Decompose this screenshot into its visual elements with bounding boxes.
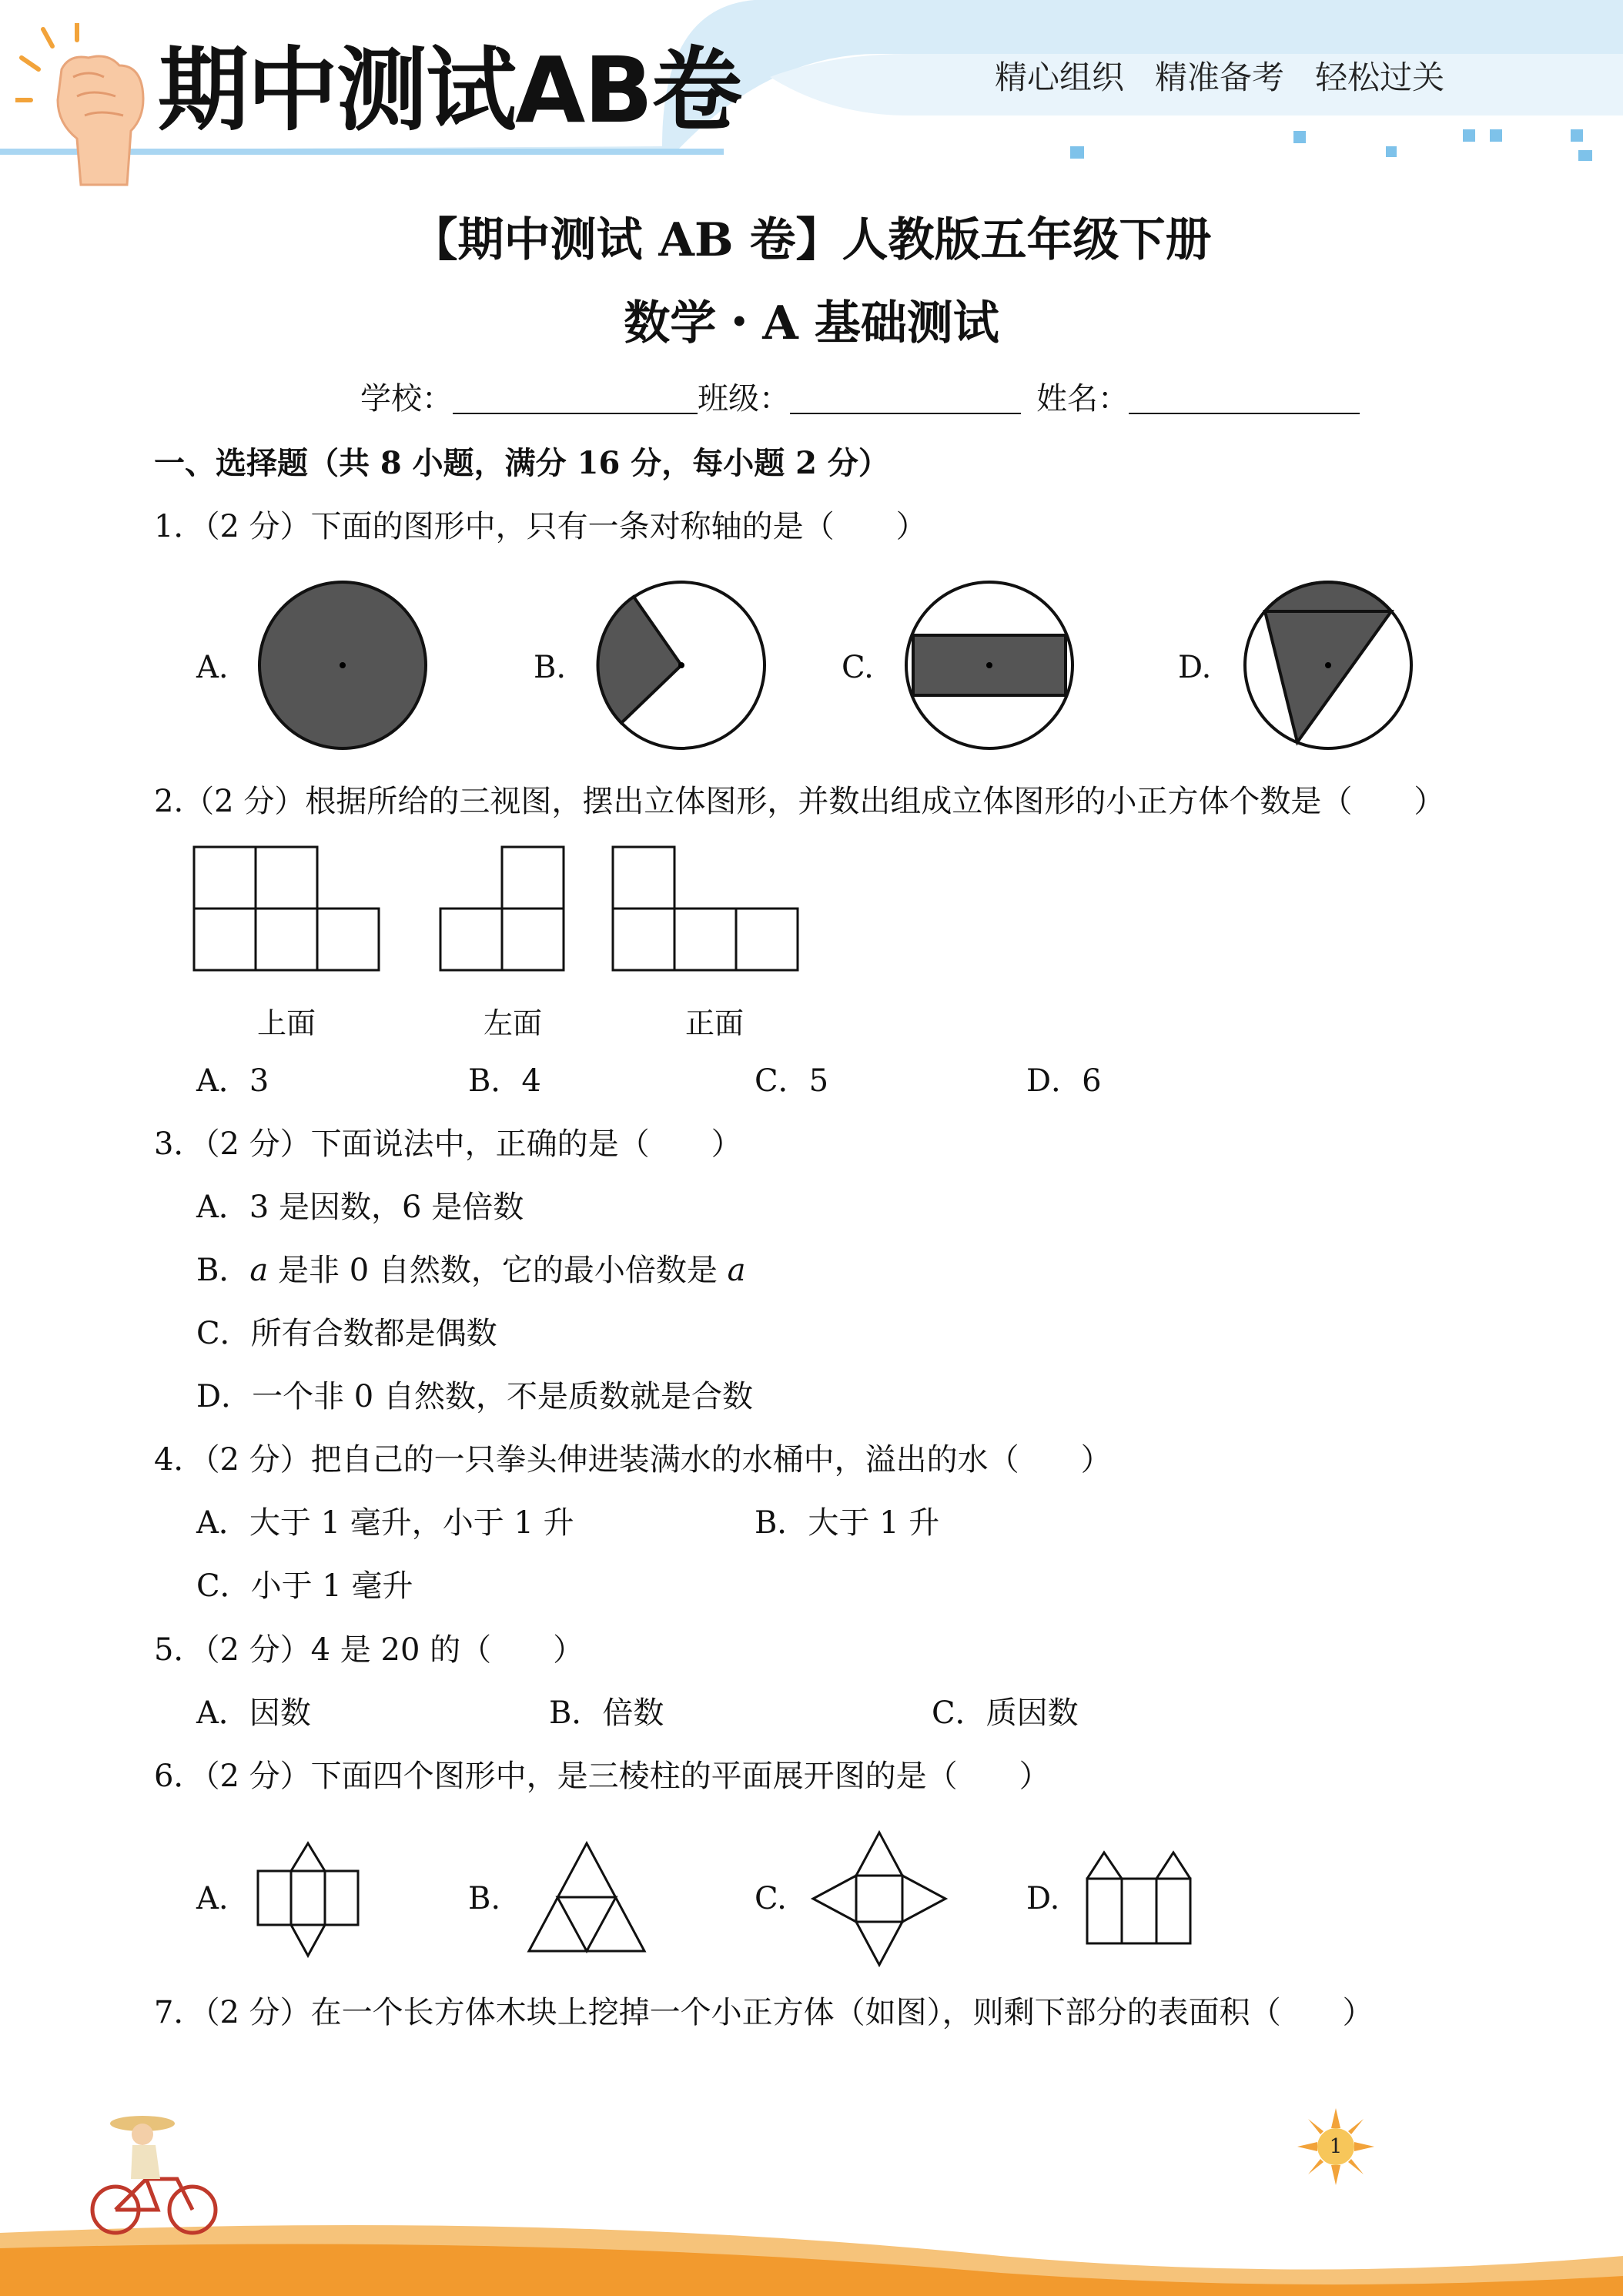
q1-figure-a-full-circle[interactable] xyxy=(254,581,431,758)
question-1: 1．（2 分）下面的图形中，只有一条对称轴的是（ ） xyxy=(154,509,927,544)
q2-option-c[interactable]: C．5 xyxy=(755,1063,829,1099)
question-2: 2.（2 分）根据所给的三视图，摆出立体图形，并数出组成立体图形的小正方体个数是（ ） xyxy=(154,784,1445,819)
q5-option-a[interactable]: A．因数 xyxy=(196,1695,311,1731)
q3-option-a[interactable]: A．3 是因数，6 是倍数 xyxy=(196,1190,524,1225)
q1-figure-b-sector-circle[interactable] xyxy=(593,581,770,758)
q3-option-d[interactable]: D．一个非 0 自然数，不是质数就是合数 xyxy=(196,1379,753,1414)
question-6: 6．（2 分）下面四个图形中，是三棱柱的平面展开图的是（ ） xyxy=(154,1759,1050,1794)
question-7: 7．（2 分）在一个长方体木块上挖掉一个小正方体（如图），则剩下部分的表面积（ ） xyxy=(154,1995,1374,2030)
q4-option-a[interactable]: A．大于 1 毫升，小于 1 升 xyxy=(196,1505,574,1541)
q2-front-view xyxy=(611,845,805,975)
q2-option-b[interactable]: B．4 xyxy=(468,1063,541,1099)
page-number: 1 xyxy=(1329,2135,1343,2158)
q2-view-label-top: 上面 xyxy=(257,1006,316,1040)
q2-left-view xyxy=(439,845,571,975)
q1-figure-d-triangle-circle[interactable] xyxy=(1240,581,1417,758)
student-info xyxy=(360,381,1360,417)
question-3: 3．（2 分）下面说法中，正确的是（ ） xyxy=(154,1126,742,1162)
cyclist-icon xyxy=(85,2110,223,2241)
q3-var-a-2: a xyxy=(727,1253,746,1288)
q2-option-a[interactable]: A．3 xyxy=(196,1063,269,1099)
q1-figure-c-rectangle-circle[interactable] xyxy=(901,581,1078,758)
q6-option-b-label[interactable]: B. xyxy=(468,1881,501,1916)
q3-var-a-1: a xyxy=(249,1253,269,1288)
q6-option-d-label[interactable]: D. xyxy=(1026,1881,1060,1916)
doc-title-line2: 数学・A 基础测试 xyxy=(624,296,999,350)
q5-option-c[interactable]: C．质因数 xyxy=(932,1695,1079,1731)
school-blank[interactable] xyxy=(453,385,698,414)
q5-option-b[interactable]: B．倍数 xyxy=(549,1695,664,1731)
question-5: 5．（2 分）4 是 20 的（ ） xyxy=(154,1632,584,1668)
q6-option-c-label[interactable]: C. xyxy=(755,1881,787,1916)
q6-figure-d-net[interactable] xyxy=(1084,1848,1195,1948)
q6-figure-a-net[interactable] xyxy=(254,1840,362,1963)
q1-option-c-label[interactable]: C. xyxy=(842,650,874,685)
q3-option-b-prefix: B． xyxy=(196,1253,250,1288)
q2-top-view xyxy=(192,845,387,975)
q1-option-b-label[interactable]: B. xyxy=(534,650,567,685)
q2-view-label-left: 左面 xyxy=(484,1006,543,1040)
class-label: 班级： xyxy=(698,381,790,417)
name-label: 姓名： xyxy=(1036,381,1129,417)
q6-option-a-label[interactable]: A. xyxy=(196,1881,229,1916)
doc-title-line1: 【期中测试 AB 卷】人教版五年级下册 xyxy=(411,213,1212,267)
q1-option-a-label[interactable]: A. xyxy=(196,650,229,685)
name-blank[interactable] xyxy=(1129,385,1360,414)
q3-option-b-text: 是非 0 自然数，它的最小倍数是 xyxy=(268,1253,728,1288)
q6-figure-c-net[interactable] xyxy=(810,1829,949,1968)
q6-figure-b-net[interactable] xyxy=(525,1840,648,1956)
brand-title: 期中测试AB卷 xyxy=(158,37,741,143)
q4-option-c[interactable]: C．小于 1 毫升 xyxy=(196,1568,413,1604)
q4-option-b[interactable]: B．大于 1 升 xyxy=(755,1505,940,1541)
section-heading: 一、选择题（共 8 小题，满分 16 分，每小题 2 分） xyxy=(154,445,889,481)
q2-option-d[interactable]: D．6 xyxy=(1026,1063,1102,1099)
footer-decoration xyxy=(0,2140,1623,2296)
q3-option-b[interactable] xyxy=(196,1255,745,1286)
q1-option-d-label[interactable]: D. xyxy=(1178,650,1212,685)
school-label: 学校： xyxy=(360,381,453,417)
q2-view-label-front: 正面 xyxy=(685,1006,745,1040)
header-slogan: 精心组织 精准备考 轻松过关 xyxy=(995,59,1445,96)
class-blank[interactable] xyxy=(790,385,1021,414)
q3-option-c[interactable]: C．所有合数都是偶数 xyxy=(196,1316,497,1351)
question-4: 4．（2 分）把自己的一只拳头伸进装满水的水桶中，溢出的水（ ） xyxy=(154,1442,1112,1478)
fist-icon xyxy=(15,23,162,192)
